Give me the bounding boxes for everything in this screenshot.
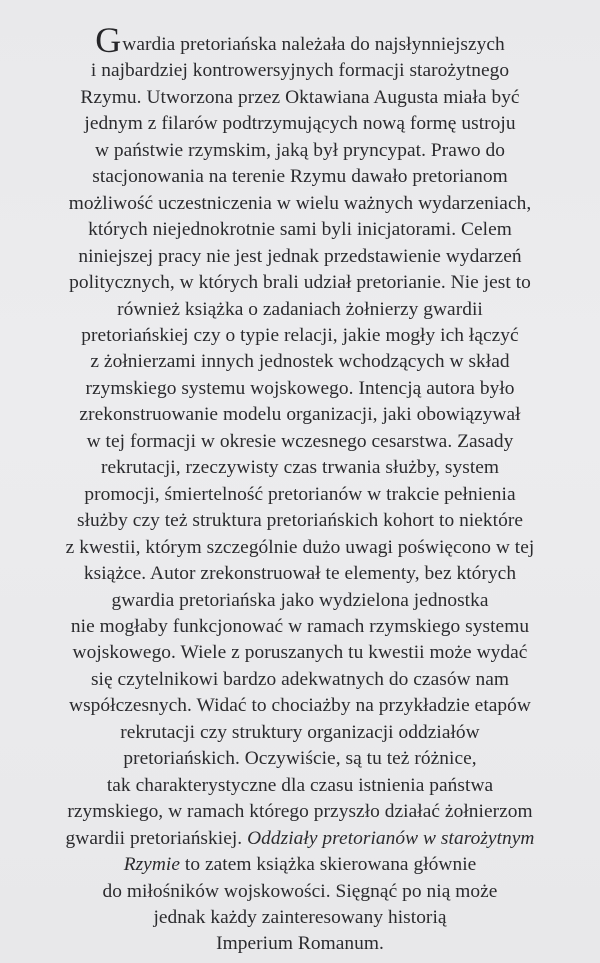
text-line [0, 720, 600, 746]
text-run: rekrutacji czy struktury organizacji oddziałów [120, 721, 480, 743]
text-line [0, 270, 600, 296]
text-line [0, 111, 600, 137]
text-run: to zatem książka skierowana głównie [179, 854, 477, 876]
text-line [0, 931, 600, 957]
text-line [0, 297, 600, 323]
text-run: w tej formacji w okresie wczesnego cesarstwa. Zasady [86, 430, 514, 452]
text-run: jednak każdy zainteresowany historią [153, 906, 447, 928]
initial-letter: G [95, 20, 122, 60]
text-run: rzymskiego, w ramach którego przyszło działać żołnierzom [67, 801, 533, 823]
text-run: książce. Autor zrekonstruował te elementy, bez których [83, 563, 517, 585]
text-run: służby czy też struktura pretoriańskich kohort to niektóre [76, 510, 524, 532]
text-line [0, 746, 600, 772]
text-run: wardia pretoriańska należała do najsłynniejszych [122, 34, 505, 55]
text-line [0, 614, 600, 640]
text-line [0, 217, 600, 243]
text-run: również książka o zadaniach żołnierzy gwardii [117, 298, 483, 320]
text-run: Rzymu. Utworzona przez Oktawiana Augusta miała być [80, 86, 520, 108]
text-line [0, 640, 600, 666]
text-run: gwardii pretoriańskiej. [65, 827, 248, 849]
text-run: wojskowego. Wiele z poruszanych tu kwestii może wydać [72, 642, 528, 664]
text-line [0, 323, 600, 349]
text-line [0, 667, 600, 693]
text-line [0, 455, 600, 481]
text-run: się czytelnikowi bardzo adekwatnych do czasów nam [90, 668, 510, 690]
text-line [0, 20, 600, 60]
text-run: do miłośników wojskowości. Sięgnąć po nią może [102, 880, 498, 902]
text-run: Imperium Romanum. [216, 933, 384, 955]
text-line [0, 429, 600, 455]
book-title-italic: Oddziały pretorianów w starożytnym [247, 827, 535, 849]
text-line [0, 349, 600, 375]
text-run: gwardia pretoriańska jako wydzielona jednostka [111, 589, 489, 611]
text-line [0, 852, 600, 878]
text-line [0, 561, 600, 587]
text-line [0, 164, 600, 190]
text-line [0, 376, 600, 402]
text-line [0, 588, 600, 614]
text-run: możliwość uczestniczenia w wielu ważnych wydarzeniach, [68, 192, 532, 214]
text-line [0, 58, 600, 84]
text-line [0, 826, 600, 852]
text-line [0, 482, 600, 508]
text-line [0, 879, 600, 905]
text-run: zrekonstruowanie modelu organizacji, jaki obowiązywał [79, 404, 521, 426]
text-run: tak charakterystyczne dla czasu istnienia państwa [106, 774, 494, 796]
text-line [0, 905, 600, 931]
text-run: współczesnych. Widać to chociażby na przykładzie etapów [69, 695, 531, 717]
text-run: pretoriańskich. Oczywiście, są tu też różnice, [123, 748, 477, 770]
text-line [0, 773, 600, 799]
text-line [0, 799, 600, 825]
text-line [0, 508, 600, 534]
text-run: jednym z filarów podtrzymujących nową formę ustroju [84, 113, 516, 135]
text-line [0, 191, 600, 217]
text-run: rzymskiego systemu wojskowego. Intencją autora było [85, 377, 515, 399]
text-line [0, 244, 600, 270]
book-title-italic: Rzymie [123, 854, 180, 876]
text-run: stacjonowania na terenie Rzymu dawało pretorianom [92, 166, 508, 188]
text-run: politycznych, w których brali udział pretorianie. Nie jest to [69, 272, 531, 294]
text-run: rekrutacji, rzeczywisty czas trwania służby, system [100, 457, 500, 479]
text-run: pretoriańskiej czy o typie relacji, jakie mogły ich łączyć [81, 324, 519, 346]
text-line [0, 402, 600, 428]
text-run: z kwestii, którym szczególnie dużo uwagi poświęcono w tej [65, 536, 535, 558]
text-run: z żołnierzami innych jednostek wchodzących w skład [90, 351, 510, 373]
text-line [0, 85, 600, 111]
blurb-text [0, 20, 600, 958]
text-run: w państwie rzymskim, jaką był pryncypat. Prawo do [94, 139, 506, 161]
text-line [0, 535, 600, 561]
text-run: promocji, śmiertelność pretorianów w trakcie pełnienia [84, 483, 516, 505]
text-run: nie mogłaby funkcjonować w ramach rzymskiego systemu [70, 615, 530, 637]
text-run: i najbardziej kontrowersyjnych formacji starożytnego [90, 60, 510, 82]
text-line [0, 693, 600, 719]
text-run: niniejszej pracy nie jest jednak przedstawienie wydarzeń [78, 245, 522, 267]
text-run: których niejednokrotnie sami byli inicjatorami. Celem [88, 219, 512, 241]
text-line [0, 138, 600, 164]
